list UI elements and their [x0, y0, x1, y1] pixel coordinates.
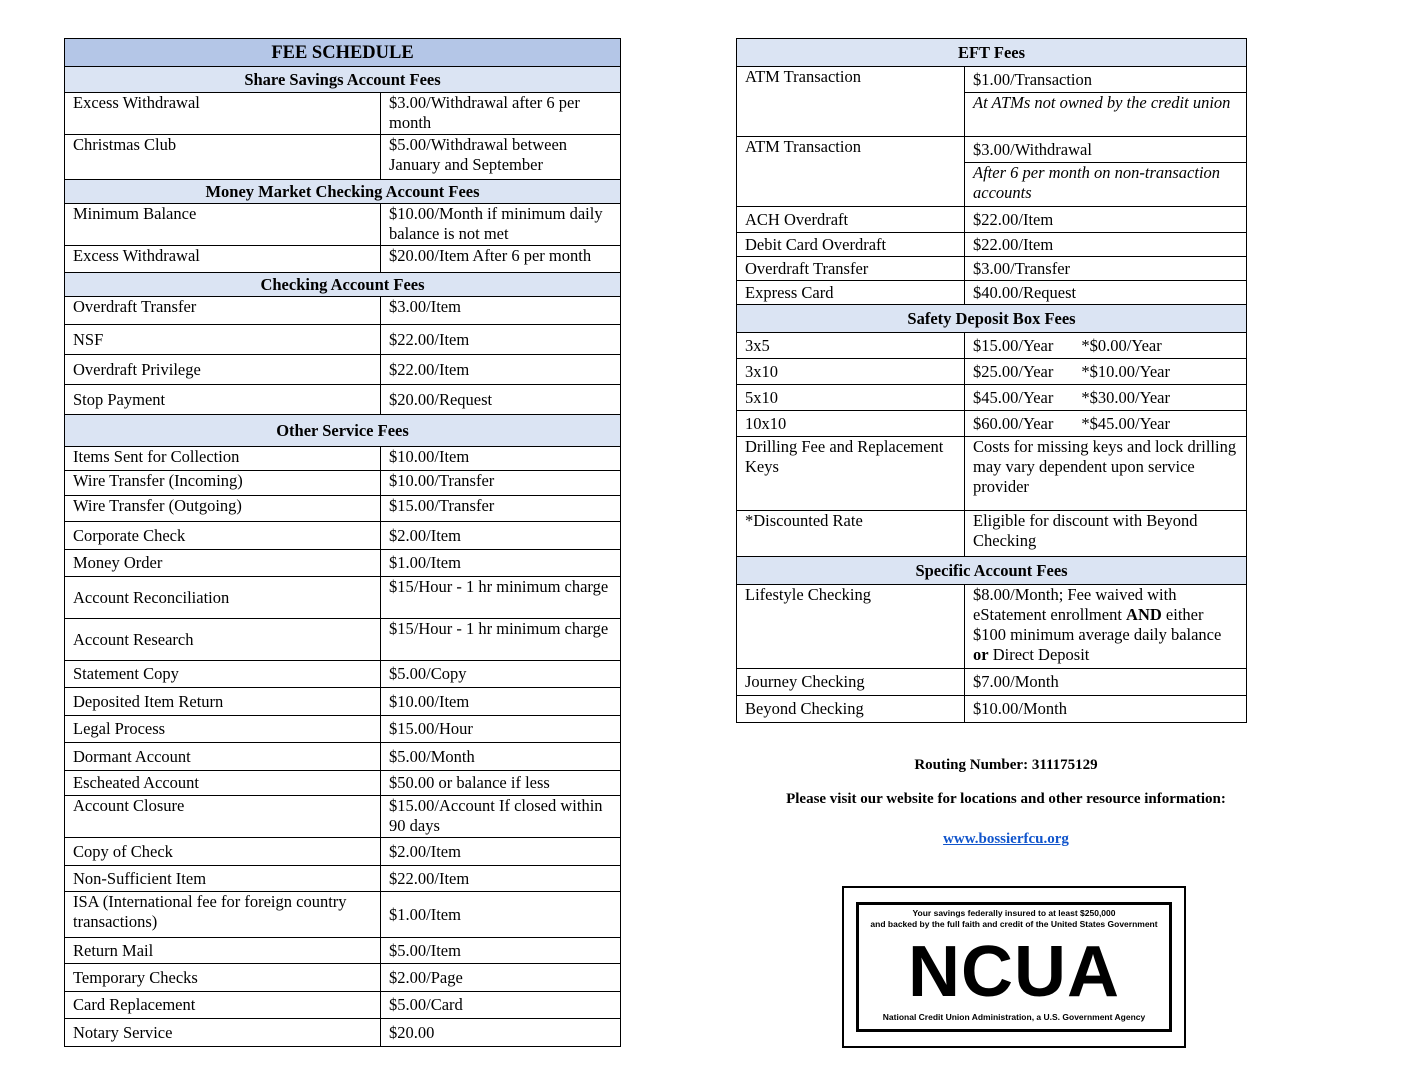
section-header: Money Market Checking Account Fees: [65, 180, 621, 204]
fee-amount: Costs for missing keys and lock drilling may vary dependent upon service provider: [965, 437, 1247, 511]
fee-text: Direct Deposit: [988, 645, 1090, 664]
box-fee-regular: $25.00/Year: [973, 361, 1054, 381]
fee-text: either $100 minimum average daily balance: [973, 605, 1222, 644]
fee-name: Escheated Account: [65, 771, 381, 796]
fee-name: Copy of Check: [65, 838, 381, 866]
fee-name: ATM Transaction: [737, 67, 965, 137]
fee-name: Debit Card Overdraft: [737, 233, 965, 257]
section-header: Share Savings Account Fees: [65, 67, 621, 93]
ncua-insurance-text: [859, 908, 1169, 930]
fee-name: Wire Transfer (Outgoing): [65, 496, 381, 522]
fee-amount: $3.00/Transfer: [965, 257, 1247, 281]
fee-name: ISA (International fee for foreign country transactions): [65, 892, 381, 938]
box-fee: [965, 359, 1247, 385]
fee-amount: $50.00 or balance if less: [381, 771, 621, 796]
fee-amount: $20.00/Request: [381, 385, 621, 415]
fee-name: *Discounted Rate: [737, 511, 965, 557]
fee-amount: $20.00/Item After 6 per month: [381, 246, 621, 273]
fee-name: Overdraft Transfer: [737, 257, 965, 281]
fee-amount: $22.00/Item: [965, 207, 1247, 233]
fee-amount: $22.00/Item: [381, 355, 621, 385]
fee-text: $8.00/Month; Fee waived with eStatement enrollment: [973, 585, 1177, 624]
section-header: Other Service Fees: [65, 415, 621, 447]
section-header: Specific Account Fees: [737, 557, 1247, 585]
box-fee-regular: $45.00/Year: [973, 387, 1054, 407]
fee-amount: $1.00/Item: [381, 550, 621, 577]
fee-name: Excess Withdrawal: [65, 246, 381, 273]
fee-name: NSF: [65, 325, 381, 355]
fee-name: Deposited Item Return: [65, 688, 381, 716]
fee-name: Drilling Fee and Replacement Keys: [737, 437, 965, 511]
fee-note: At ATMs not owned by the credit union: [965, 93, 1247, 137]
section-header: Safety Deposit Box Fees: [737, 305, 1247, 333]
fee-name: Statement Copy: [65, 661, 381, 688]
fee-amount: $15.00/Hour: [381, 716, 621, 743]
fee-note: After 6 per month on non-transaction accounts: [965, 163, 1247, 207]
box-fee: [965, 411, 1247, 437]
fee-name: Overdraft Transfer: [65, 297, 381, 325]
fee-amount: $10.00/Month: [965, 696, 1247, 723]
fee-name: Minimum Balance: [65, 204, 381, 246]
fee-emphasis: or: [973, 645, 989, 664]
fee-emphasis: AND: [1126, 605, 1162, 624]
box-fee-discounted: *$10.00/Year: [1081, 361, 1170, 381]
fee-name: Money Order: [65, 550, 381, 577]
box-fee-discounted: *$30.00/Year: [1081, 387, 1170, 407]
fee-name: Stop Payment: [65, 385, 381, 415]
fee-amount: $5.00/Withdrawal between January and September: [381, 135, 621, 180]
section-header: EFT Fees: [737, 39, 1247, 67]
fee-amount: $22.00/Item: [965, 233, 1247, 257]
section-header: Checking Account Fees: [65, 273, 621, 297]
box-fee-regular: $15.00/Year: [973, 335, 1054, 355]
fee-amount: $15.00/Account If closed within 90 days: [381, 796, 621, 838]
fee-amount: $2.00/Item: [381, 522, 621, 550]
fee-name: Dormant Account: [65, 743, 381, 771]
fee-name: Beyond Checking: [737, 696, 965, 723]
fee-amount: $20.00: [381, 1019, 621, 1047]
box-size: 10x10: [737, 411, 965, 437]
box-size: 3x5: [737, 333, 965, 359]
fee-name: Account Reconciliation: [65, 577, 381, 619]
fee-amount: $1.00/Transaction: [965, 67, 1247, 93]
fee-name: ATM Transaction: [737, 137, 965, 207]
fee-schedule-table: [64, 38, 621, 1047]
fee-amount: $10.00/Transfer: [381, 471, 621, 496]
fee-amount: $2.00/Item: [381, 838, 621, 866]
box-fee: [965, 333, 1247, 359]
ncua-badge-inner: [856, 902, 1172, 1032]
fee-amount: $15.00/Transfer: [381, 496, 621, 522]
fee-name: Journey Checking: [737, 669, 965, 696]
fee-amount: [965, 585, 1247, 669]
fee-name: Account Closure: [65, 796, 381, 838]
routing-number: Routing Number: 311175129: [914, 757, 1098, 773]
ncua-top-line-2: and backed by the full faith and credit of the United States Government: [870, 919, 1158, 929]
website-link-wrap: [736, 829, 1276, 849]
fee-amount: $5.00/Item: [381, 938, 621, 964]
fee-amount: $40.00/Request: [965, 281, 1247, 305]
fee-amount: $22.00/Item: [381, 866, 621, 892]
fee-name: Christmas Club: [65, 135, 381, 180]
fee-name: Card Replacement: [65, 992, 381, 1019]
fee-amount: $3.00/Withdrawal after 6 per month: [381, 93, 621, 135]
fee-amount: $15/Hour - 1 hr minimum charge: [381, 619, 621, 661]
box-fee: [965, 385, 1247, 411]
box-size: 3x10: [737, 359, 965, 385]
fee-name: Lifestyle Checking: [737, 585, 965, 669]
fee-name: Non-Sufficient Item: [65, 866, 381, 892]
eft-fees-table: [736, 38, 1247, 723]
ncua-logo-text: NCUA: [908, 932, 1120, 1012]
fee-amount: $10.00/Item: [381, 688, 621, 716]
fee-name: Express Card: [737, 281, 965, 305]
fee-name: Corporate Check: [65, 522, 381, 550]
visit-website-text: Please visit our website for locations and other resource information:: [786, 791, 1226, 807]
fee-amount: $10.00/Month if minimum daily balance is not met: [381, 204, 621, 246]
website-link[interactable]: www.bossierfcu.org: [943, 831, 1069, 847]
fee-name: Overdraft Privilege: [65, 355, 381, 385]
fee-amount: $15/Hour - 1 hr minimum charge: [381, 577, 621, 619]
fee-amount: $5.00/Copy: [381, 661, 621, 688]
fee-amount: $3.00/Item: [381, 297, 621, 325]
fee-amount: $10.00/Item: [381, 447, 621, 471]
box-fee-discounted: *$45.00/Year: [1081, 413, 1170, 433]
fee-amount: $7.00/Month: [965, 669, 1247, 696]
fee-amount: $3.00/Withdrawal: [965, 137, 1247, 163]
fee-name: Excess Withdrawal: [65, 93, 381, 135]
fee-schedule-title: FEE SCHEDULE: [65, 39, 621, 67]
ncua-agency-text: National Credit Union Administration, a U.S. Government Agency: [882, 1012, 1146, 1022]
box-fee-discounted: *$0.00/Year: [1081, 335, 1162, 355]
fee-amount: $1.00/Item: [381, 892, 621, 938]
fee-name: ACH Overdraft: [737, 207, 965, 233]
ncua-badge: [842, 886, 1186, 1048]
box-fee-regular: $60.00/Year: [973, 413, 1054, 433]
fee-amount: $5.00/Card: [381, 992, 621, 1019]
ncua-top-line-1: Your savings federally insured to at least $250,000: [912, 908, 1116, 918]
fee-name: Account Research: [65, 619, 381, 661]
fee-amount: $22.00/Item: [381, 325, 621, 355]
fee-amount: $5.00/Month: [381, 743, 621, 771]
fee-name: Return Mail: [65, 938, 381, 964]
fee-name: Legal Process: [65, 716, 381, 743]
fee-name: Notary Service: [65, 1019, 381, 1047]
fee-amount: Eligible for discount with Beyond Checking: [965, 511, 1247, 557]
fee-name: Items Sent for Collection: [65, 447, 381, 471]
fee-name: Wire Transfer (Incoming): [65, 471, 381, 496]
fee-name: Temporary Checks: [65, 964, 381, 992]
box-size: 5x10: [737, 385, 965, 411]
fee-amount: $2.00/Page: [381, 964, 621, 992]
